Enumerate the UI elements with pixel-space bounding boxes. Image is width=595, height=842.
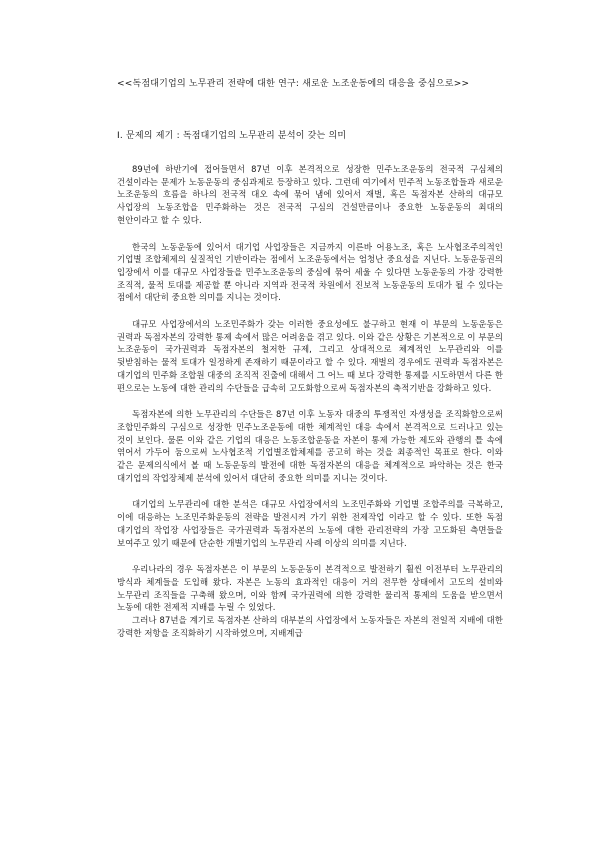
paragraph: 89년에 하반기에 접어들면서 87년 이후 본격적으로 성장한 민주노조운동의 전국적 구심체의 건설이라는 문제가 노동운동의 중심과제로 등장하고 있다. 그런데 여기에서 민주적 노동조합들과 새로운 노조운동의 흐름을 하나의 전국적 대오 속에 묶어 냄에 있어서 재벌, 혹은 독점자본 산하의 대규모 사업장의 노동조합을 민주화하는 것은 전국적 구심의 건설만큼이나 중요한 노동운동의 최대의 현안이라고 할 수 있다. bbox=[117, 164, 503, 225]
paragraph: 한국의 노동운동에 있어서 대기업 사업장들은 지금까지 이른바 어용노조, 혹은 노사협조주의적인 기업별 조합체제의 실질적인 기반이라는 점에서 노조운동에서는 엄청난 중요성을 지닌다. 노동운동권의 입장에서 이를 대규모 사업장들을 민주노조운동의 중심에 묶어 세울 수 있다면 노동운동의 가장 강력한 조직적, 물적 토대를 제공할 뿐 아니라 지역과 전국적 차원에서 진보적 노동운동의 토대가 될 수 있다는 점에서 대단히 중요한 의미를 지니는 것이다. bbox=[117, 241, 503, 303]
paragraph: 그러나 87년을 계기로 독점자본 산하의 대부분의 사업장에서 노동자들은 자본의 전일적 지배에 대한 강력한 저항을 조직화하기 시작하였으며, 지배계급 bbox=[117, 615, 503, 638]
document-title: <<독점대기업의 노무관리 전략에 대한 연구: 새로운 노조운동에의 대응을 중심으로>> bbox=[117, 79, 470, 89]
paragraph: 독점자본에 의한 노무관리의 수단들은 87년 이후 노동자 대중의 투쟁적인 자생성을 조직화함으로써 조합민주화의 구심으로 성장한 민주노조운동에 대한 체계적인 대응 속에서 본격적으로 드러나고 있는 것이 보인다. 물론 이와 같은 기업의 대응은 노동조합운동을 자본이 통제 가능한 제도와 관행의 틀 속에 엮어서 가두어 둠으로써 노사협조적 기업별조합체제를 공고히 하는 것을 최종적인 목표로 한다. 이와 같은 문제의식에서 볼 때 노동운동의 발전에 대한 독점자본의 대응을 체계적으로 파악하는 것은 한국 대기업의 작업장체제 분석에 있어서 대단히 중요한 의미를 지니는 것이다. bbox=[117, 409, 503, 483]
paragraph: 대규모 사업장에서의 노조민주화가 갖는 이러한 중요성에도 불구하고 현재 이 부문의 노동운동은 권력과 독점자본의 강력한 통제 속에서 많은 어려움을 겪고 있다. 이와 같은 상황은 기본적으로 이 부문의 노조운동이 국가권력과 독점자본의 철저한 규제, 그리고 상대적으로 체계적인 노무관리와 이를 뒷받침하는 물적 토대가 일정하게 존재하기 때문이라고 할 수 있다. 재벌의 경우에도 권력과 독점자본은 대기업의 민주화 조합원 대중의 조직적 진출에 대해서 그 어느 때 보다 강력한 통제를 시도하면서 다른 한 편으로는 노동에 대한 관리의 수단들을 급속히 고도화함으로써 독점자본의 축적기반을 강화하고 있다. bbox=[117, 319, 503, 393]
body-text bbox=[117, 163, 503, 640]
paragraph: 대기업의 노무관리에 대한 분석은 대규모 사업장에서의 노조민주화와 기업별 조합주의를 극복하고, 이에 대응하는 노조민주화운동의 전략을 발전시켜 가기 위한 전제작업 이라고 할 수 있다. 또한 독점 대기업의 작업장 사업장들은 국가권력과 독점자본의 노동에 대한 관리전략의 가장 고도화된 측면들을 보여주고 있기 때문에 단순한 개별기업의 노무관리 사례 이상의 의미를 지닌다. bbox=[117, 499, 503, 548]
section-heading: I. 문제의 제기 : 독점대기업의 노무관리 분석이 갖는 의미 bbox=[117, 131, 347, 141]
paragraph: 우리나라의 경우 독점자본은 이 부문의 노동운동이 본격적으로 발전하기 훨씬 이전부터 노무관리의 방식과 체계들을 도입해 왔다. 자본은 노동의 효과적인 대응이 거의 전무한 상태에서 고도의 설비와 노무관리 조직들을 구축해 왔으며, 이와 함께 국가권력에 의한 강력한 물리적 통제의 도움을 받으면서 노동에 대한 전제적 지배를 누릴 수 있었다. bbox=[117, 564, 503, 613]
